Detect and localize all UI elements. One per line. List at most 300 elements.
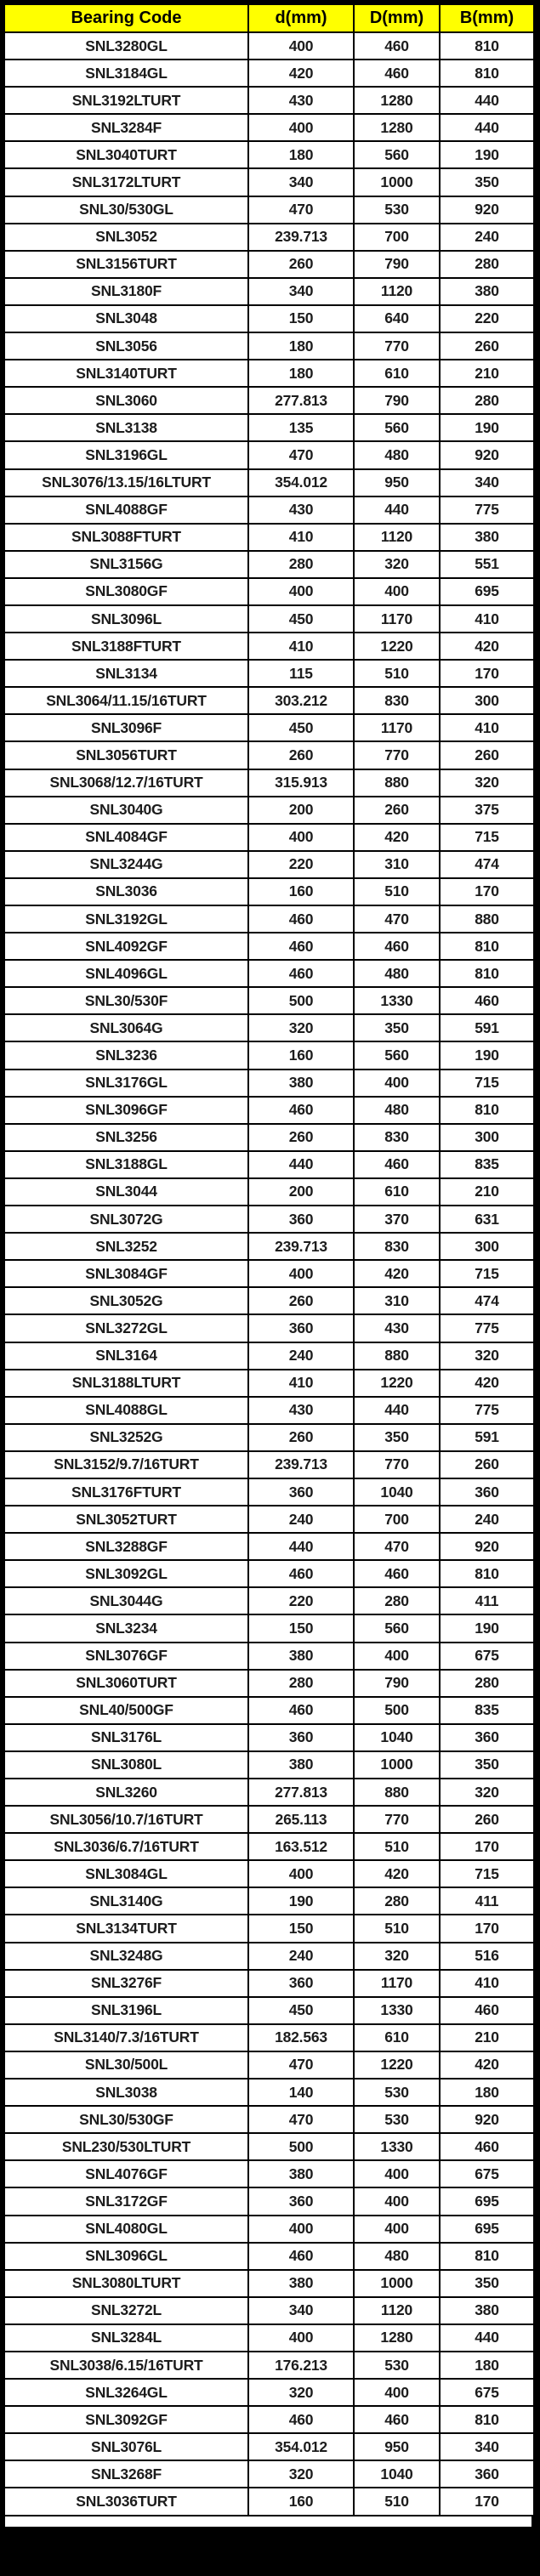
table-row [4, 1260, 534, 1287]
D-mm-cell: 1040 [354, 2460, 440, 2488]
bearing-code-cell: SNL3080GF [4, 578, 248, 605]
bearing-code-cell: SNL3268F [4, 2460, 248, 2488]
table-row [4, 168, 534, 196]
B-mm-cell: 190 [440, 1614, 534, 1642]
B-mm-cell: 591 [440, 1424, 534, 1451]
bearing-code-cell: SNL3152/9.7/16TURT [4, 1451, 248, 1478]
d-mm-cell: 277.813 [248, 387, 354, 414]
table-row [4, 633, 534, 660]
D-mm-cell: 530 [354, 196, 440, 224]
d-mm-cell: 176.213 [248, 2352, 354, 2379]
table-row [4, 1206, 534, 1233]
D-mm-cell: 610 [354, 2024, 440, 2051]
bearing-code-cell: SNL3188FTURT [4, 633, 248, 660]
B-mm-cell: 180 [440, 2352, 534, 2379]
table-row [4, 141, 534, 168]
D-mm-cell: 1120 [354, 278, 440, 305]
D-mm-cell: 350 [354, 1424, 440, 1451]
D-mm-cell: 1330 [354, 1997, 440, 2024]
bearing-code-cell: SNL40/500GF [4, 1697, 248, 1724]
B-mm-cell: 440 [440, 114, 534, 141]
d-mm-cell: 460 [248, 1697, 354, 1724]
d-mm-cell: 340 [248, 168, 354, 196]
B-mm-cell: 460 [440, 2133, 534, 2160]
D-mm-cell: 1280 [354, 114, 440, 141]
table-row [4, 305, 534, 332]
D-mm-cell: 790 [354, 251, 440, 278]
table-row [4, 687, 534, 714]
bearing-code-cell: SNL3288GF [4, 1533, 248, 1560]
table-row [4, 2079, 534, 2106]
B-mm-cell: 260 [440, 741, 534, 769]
table-row [4, 2243, 534, 2270]
d-mm-cell: 440 [248, 1533, 354, 1560]
table-row [4, 1560, 534, 1587]
table-row [4, 2488, 534, 2515]
d-mm-cell: 400 [248, 1860, 354, 1887]
bearing-code-cell: SNL3068/12.7/16TURT [4, 769, 248, 797]
D-mm-cell: 1280 [354, 2324, 440, 2352]
B-mm-cell: 420 [440, 633, 534, 660]
table-row [4, 2160, 534, 2187]
bearing-code-cell: SNL3080L [4, 1751, 248, 1779]
D-mm-cell: 400 [354, 2216, 440, 2243]
B-mm-cell: 411 [440, 1587, 534, 1614]
d-mm-cell: 200 [248, 1178, 354, 1206]
B-mm-cell: 300 [440, 1124, 534, 1151]
bearing-code-cell: SNL30/500L [4, 2051, 248, 2079]
D-mm-cell: 430 [354, 1314, 440, 1342]
D-mm-cell: 420 [354, 1260, 440, 1287]
bearing-code-cell: SNL3096GL [4, 2243, 248, 2270]
table-row [4, 1014, 534, 1041]
B-mm-cell: 775 [440, 1397, 534, 1424]
D-mm-cell: 560 [354, 414, 440, 441]
bearing-code-cell: SNL3064G [4, 1014, 248, 1041]
d-mm-cell: 460 [248, 960, 354, 987]
bottom-margin-strip [3, 2516, 533, 2528]
D-mm-cell: 770 [354, 741, 440, 769]
bearing-code-cell: SNL3156TURT [4, 251, 248, 278]
B-mm-cell: 190 [440, 414, 534, 441]
B-mm-cell: 260 [440, 1451, 534, 1478]
B-mm-cell: 440 [440, 2324, 534, 2352]
bearing-code-cell: SNL3092GL [4, 1560, 248, 1587]
bearing-code-cell: SNL3234 [4, 1614, 248, 1642]
B-mm-cell: 210 [440, 1178, 534, 1206]
table-row [4, 2406, 534, 2433]
bearing-code-cell: SNL4092GF [4, 933, 248, 960]
B-mm-cell: 190 [440, 141, 534, 168]
d-mm-cell: 280 [248, 1670, 354, 1697]
d-mm-cell: 265.113 [248, 1806, 354, 1833]
bearing-code-cell: SNL3244G [4, 851, 248, 878]
B-mm-cell: 920 [440, 1533, 534, 1560]
bearing-code-cell: SNL3134TURT [4, 1915, 248, 1942]
B-mm-cell: 320 [440, 1342, 534, 1370]
D-mm-cell: 830 [354, 1124, 440, 1151]
D-mm-cell: 1330 [354, 987, 440, 1014]
d-mm-cell: 410 [248, 524, 354, 551]
d-mm-cell: 470 [248, 196, 354, 224]
D-mm-cell: 700 [354, 1506, 440, 1533]
bearing-code-cell: SNL3052G [4, 1287, 248, 1314]
bearing-code-cell: SNL30/530GL [4, 196, 248, 224]
d-mm-cell: 360 [248, 1206, 354, 1233]
bearing-code-cell: SNL3284F [4, 114, 248, 141]
d-mm-cell: 239.713 [248, 1451, 354, 1478]
D-mm-cell: 880 [354, 1342, 440, 1370]
d-mm-cell: 260 [248, 1124, 354, 1151]
table-row [4, 2051, 534, 2079]
d-mm-cell: 340 [248, 278, 354, 305]
D-mm-cell: 400 [354, 2187, 440, 2215]
bearing-code-cell: SNL30/530GF [4, 2106, 248, 2133]
d-mm-cell: 190 [248, 1887, 354, 1915]
D-mm-cell: 1220 [354, 2051, 440, 2079]
bearing-code-cell: SNL3236 [4, 1041, 248, 1069]
d-mm-cell: 360 [248, 1970, 354, 1997]
bearing-code-cell: SNL3072G [4, 1206, 248, 1233]
d-mm-cell: 220 [248, 851, 354, 878]
D-mm-cell: 770 [354, 1451, 440, 1478]
bearing-code-cell: SNL3056TURT [4, 741, 248, 769]
B-mm-cell: 340 [440, 469, 534, 496]
table-row [4, 1424, 534, 1451]
table-row [4, 496, 534, 524]
d-mm-cell: 150 [248, 1915, 354, 1942]
B-mm-cell: 810 [440, 2406, 534, 2433]
D-mm-cell: 480 [354, 960, 440, 987]
D-mm-cell: 610 [354, 1178, 440, 1206]
B-mm-cell: 190 [440, 1041, 534, 1069]
D-mm-cell: 530 [354, 2079, 440, 2106]
B-mm-cell: 280 [440, 1670, 534, 1697]
bearing-code-cell: SNL3176FTURT [4, 1478, 248, 1506]
d-mm-cell: 380 [248, 1643, 354, 1670]
d-mm-cell: 240 [248, 1506, 354, 1533]
d-mm-cell: 260 [248, 1287, 354, 1314]
table-row [4, 714, 534, 741]
table-row [4, 1533, 534, 1560]
D-mm-cell: 480 [354, 441, 440, 468]
D-mm-cell: 400 [354, 578, 440, 605]
D-mm-cell: 1000 [354, 2270, 440, 2297]
table-row [4, 332, 534, 360]
table-row [4, 987, 534, 1014]
D-mm-cell: 950 [354, 2433, 440, 2460]
bearing-code-cell: SNL4096GL [4, 960, 248, 987]
table-row [4, 2297, 534, 2324]
table-row [4, 414, 534, 441]
bearing-code-cell: SNL3048 [4, 305, 248, 332]
d-mm-cell: 340 [248, 2297, 354, 2324]
d-mm-cell: 450 [248, 714, 354, 741]
d-mm-cell: 163.512 [248, 1833, 354, 1860]
bearing-code-cell: SNL3060TURT [4, 1670, 248, 1697]
column-header-bearing-code: Bearing Code [4, 4, 248, 32]
D-mm-cell: 440 [354, 496, 440, 524]
d-mm-cell: 430 [248, 1397, 354, 1424]
D-mm-cell: 560 [354, 141, 440, 168]
bearing-code-cell: SNL3088FTURT [4, 524, 248, 551]
table-row [4, 2379, 534, 2406]
bearing-code-cell: SNL3076L [4, 2433, 248, 2460]
B-mm-cell: 810 [440, 960, 534, 987]
d-mm-cell: 260 [248, 251, 354, 278]
d-mm-cell: 115 [248, 660, 354, 687]
table-row [4, 441, 534, 468]
D-mm-cell: 1170 [354, 605, 440, 633]
B-mm-cell: 300 [440, 687, 534, 714]
B-mm-cell: 380 [440, 2297, 534, 2324]
d-mm-cell: 400 [248, 114, 354, 141]
B-mm-cell: 695 [440, 578, 534, 605]
bearing-code-cell: SNL3084GF [4, 1260, 248, 1287]
table-row [4, 1506, 534, 1533]
D-mm-cell: 1170 [354, 714, 440, 741]
table-row [4, 1779, 534, 1806]
bearing-code-cell: SNL3276F [4, 1970, 248, 1997]
D-mm-cell: 1280 [354, 87, 440, 114]
table-row [4, 1041, 534, 1069]
B-mm-cell: 810 [440, 32, 534, 60]
table-row [4, 1451, 534, 1478]
D-mm-cell: 470 [354, 905, 440, 933]
D-mm-cell: 260 [354, 797, 440, 824]
B-mm-cell: 551 [440, 551, 534, 578]
bearing-code-cell: SNL3252 [4, 1233, 248, 1260]
d-mm-cell: 239.713 [248, 224, 354, 251]
bearing-code-cell: SNL3038 [4, 2079, 248, 2106]
bearing-code-cell: SNL3040G [4, 797, 248, 824]
d-mm-cell: 400 [248, 2216, 354, 2243]
d-mm-cell: 380 [248, 2270, 354, 2297]
bearing-code-cell: SNL3038/6.15/16TURT [4, 2352, 248, 2379]
table-row [4, 741, 534, 769]
d-mm-cell: 400 [248, 1260, 354, 1287]
table-row [4, 278, 534, 305]
table-row [4, 1643, 534, 1670]
table-row [4, 605, 534, 633]
d-mm-cell: 470 [248, 441, 354, 468]
d-mm-cell: 240 [248, 1342, 354, 1370]
B-mm-cell: 170 [440, 660, 534, 687]
bearing-code-cell: SNL3060 [4, 387, 248, 414]
table-row [4, 1943, 534, 1970]
d-mm-cell: 320 [248, 2379, 354, 2406]
table-row [4, 851, 534, 878]
table-row [4, 1178, 534, 1206]
bearing-code-cell: SNL3140TURT [4, 360, 248, 387]
D-mm-cell: 510 [354, 660, 440, 687]
D-mm-cell: 610 [354, 360, 440, 387]
B-mm-cell: 320 [440, 769, 534, 797]
B-mm-cell: 715 [440, 1260, 534, 1287]
bearing-code-cell: SNL3140/7.3/16TURT [4, 2024, 248, 2051]
D-mm-cell: 460 [354, 933, 440, 960]
bearing-code-cell: SNL3096L [4, 605, 248, 633]
D-mm-cell: 1040 [354, 1478, 440, 1506]
d-mm-cell: 150 [248, 305, 354, 332]
B-mm-cell: 411 [440, 1887, 534, 1915]
B-mm-cell: 280 [440, 387, 534, 414]
bearing-code-cell: SNL3076/13.15/16LTURT [4, 469, 248, 496]
B-mm-cell: 440 [440, 87, 534, 114]
table-row [4, 387, 534, 414]
D-mm-cell: 420 [354, 1860, 440, 1887]
table-row [4, 1397, 534, 1424]
table-row [4, 87, 534, 114]
d-mm-cell: 180 [248, 360, 354, 387]
bearing-code-cell: SNL3256 [4, 1124, 248, 1151]
B-mm-cell: 360 [440, 1724, 534, 1751]
D-mm-cell: 500 [354, 1697, 440, 1724]
bearing-code-cell: SNL3184GL [4, 60, 248, 87]
D-mm-cell: 460 [354, 32, 440, 60]
d-mm-cell: 460 [248, 933, 354, 960]
table-row [4, 1724, 534, 1751]
table-row [4, 1670, 534, 1697]
d-mm-cell: 182.563 [248, 2024, 354, 2051]
B-mm-cell: 380 [440, 278, 534, 305]
D-mm-cell: 790 [354, 1670, 440, 1697]
D-mm-cell: 420 [354, 824, 440, 851]
table-row [4, 1233, 534, 1260]
d-mm-cell: 180 [248, 141, 354, 168]
bearing-code-cell: SNL4084GF [4, 824, 248, 851]
bearing-code-cell: SNL3036/6.7/16TURT [4, 1833, 248, 1860]
B-mm-cell: 180 [440, 2079, 534, 2106]
d-mm-cell: 260 [248, 1424, 354, 1451]
d-mm-cell: 470 [248, 2051, 354, 2079]
table-row [4, 878, 534, 905]
bearing-code-cell: SNL3260 [4, 1779, 248, 1806]
B-mm-cell: 320 [440, 1779, 534, 1806]
d-mm-cell: 450 [248, 1997, 354, 2024]
D-mm-cell: 510 [354, 878, 440, 905]
D-mm-cell: 400 [354, 2160, 440, 2187]
D-mm-cell: 1220 [354, 1370, 440, 1397]
bearing-code-cell: SNL3284L [4, 2324, 248, 2352]
d-mm-cell: 400 [248, 578, 354, 605]
d-mm-cell: 380 [248, 1070, 354, 1097]
d-mm-cell: 400 [248, 32, 354, 60]
d-mm-cell: 354.012 [248, 2433, 354, 2460]
d-mm-cell: 200 [248, 797, 354, 824]
table-row [4, 2324, 534, 2352]
B-mm-cell: 474 [440, 1287, 534, 1314]
d-mm-cell: 440 [248, 1151, 354, 1178]
table-row [4, 1151, 534, 1178]
table-row [4, 1806, 534, 1833]
D-mm-cell: 470 [354, 1533, 440, 1560]
bearing-code-cell: SNL3052TURT [4, 1506, 248, 1533]
B-mm-cell: 420 [440, 1370, 534, 1397]
d-mm-cell: 280 [248, 551, 354, 578]
table-row [4, 2352, 534, 2379]
table-row [4, 524, 534, 551]
table-row [4, 251, 534, 278]
bearing-code-cell: SNL3044 [4, 1178, 248, 1206]
table-body [4, 32, 534, 2516]
B-mm-cell: 410 [440, 714, 534, 741]
B-mm-cell: 810 [440, 1560, 534, 1587]
d-mm-cell: 320 [248, 2460, 354, 2488]
B-mm-cell: 775 [440, 1314, 534, 1342]
D-mm-cell: 510 [354, 2488, 440, 2515]
B-mm-cell: 350 [440, 1751, 534, 1779]
D-mm-cell: 1220 [354, 633, 440, 660]
d-mm-cell: 380 [248, 2160, 354, 2187]
d-mm-cell: 500 [248, 987, 354, 1014]
table-row [4, 1314, 534, 1342]
d-mm-cell: 460 [248, 1560, 354, 1587]
table-row [4, 1070, 534, 1097]
bearing-code-cell: SNL3176L [4, 1724, 248, 1751]
bearing-code-cell: SNL3280GL [4, 32, 248, 60]
B-mm-cell: 210 [440, 2024, 534, 2051]
B-mm-cell: 631 [440, 1206, 534, 1233]
B-mm-cell: 410 [440, 1970, 534, 1997]
table-row [4, 469, 534, 496]
D-mm-cell: 1120 [354, 524, 440, 551]
B-mm-cell: 775 [440, 496, 534, 524]
d-mm-cell: 150 [248, 1614, 354, 1642]
D-mm-cell: 440 [354, 1397, 440, 1424]
d-mm-cell: 460 [248, 2243, 354, 2270]
d-mm-cell: 460 [248, 1097, 354, 1124]
bearing-code-cell: SNL3188LTURT [4, 1370, 248, 1397]
D-mm-cell: 1330 [354, 2133, 440, 2160]
table-row [4, 1287, 534, 1314]
D-mm-cell: 1000 [354, 1751, 440, 1779]
bearing-code-cell: SNL3044G [4, 1587, 248, 1614]
bearing-code-cell: SNL3188GL [4, 1151, 248, 1178]
D-mm-cell: 950 [354, 469, 440, 496]
B-mm-cell: 170 [440, 1833, 534, 1860]
B-mm-cell: 920 [440, 196, 534, 224]
d-mm-cell: 500 [248, 2133, 354, 2160]
bearing-dimensions-table [3, 3, 535, 2516]
table-row [4, 32, 534, 60]
B-mm-cell: 375 [440, 797, 534, 824]
D-mm-cell: 400 [354, 1070, 440, 1097]
table-row [4, 824, 534, 851]
D-mm-cell: 830 [354, 1233, 440, 1260]
B-mm-cell: 280 [440, 251, 534, 278]
d-mm-cell: 160 [248, 2488, 354, 2515]
D-mm-cell: 400 [354, 2379, 440, 2406]
D-mm-cell: 790 [354, 387, 440, 414]
d-mm-cell: 315.913 [248, 769, 354, 797]
table-row [4, 905, 534, 933]
D-mm-cell: 770 [354, 332, 440, 360]
bearing-code-cell: SNL3080LTURT [4, 2270, 248, 2297]
bearing-code-cell: SNL230/530LTURT [4, 2133, 248, 2160]
bearing-code-cell: SNL3096GF [4, 1097, 248, 1124]
D-mm-cell: 320 [354, 1943, 440, 1970]
table-row [4, 660, 534, 687]
B-mm-cell: 474 [440, 851, 534, 878]
B-mm-cell: 920 [440, 2106, 534, 2133]
bearing-code-cell: SNL3056 [4, 332, 248, 360]
table-row [4, 1342, 534, 1370]
B-mm-cell: 170 [440, 2488, 534, 2515]
d-mm-cell: 430 [248, 496, 354, 524]
table-row [4, 1587, 534, 1614]
B-mm-cell: 260 [440, 332, 534, 360]
